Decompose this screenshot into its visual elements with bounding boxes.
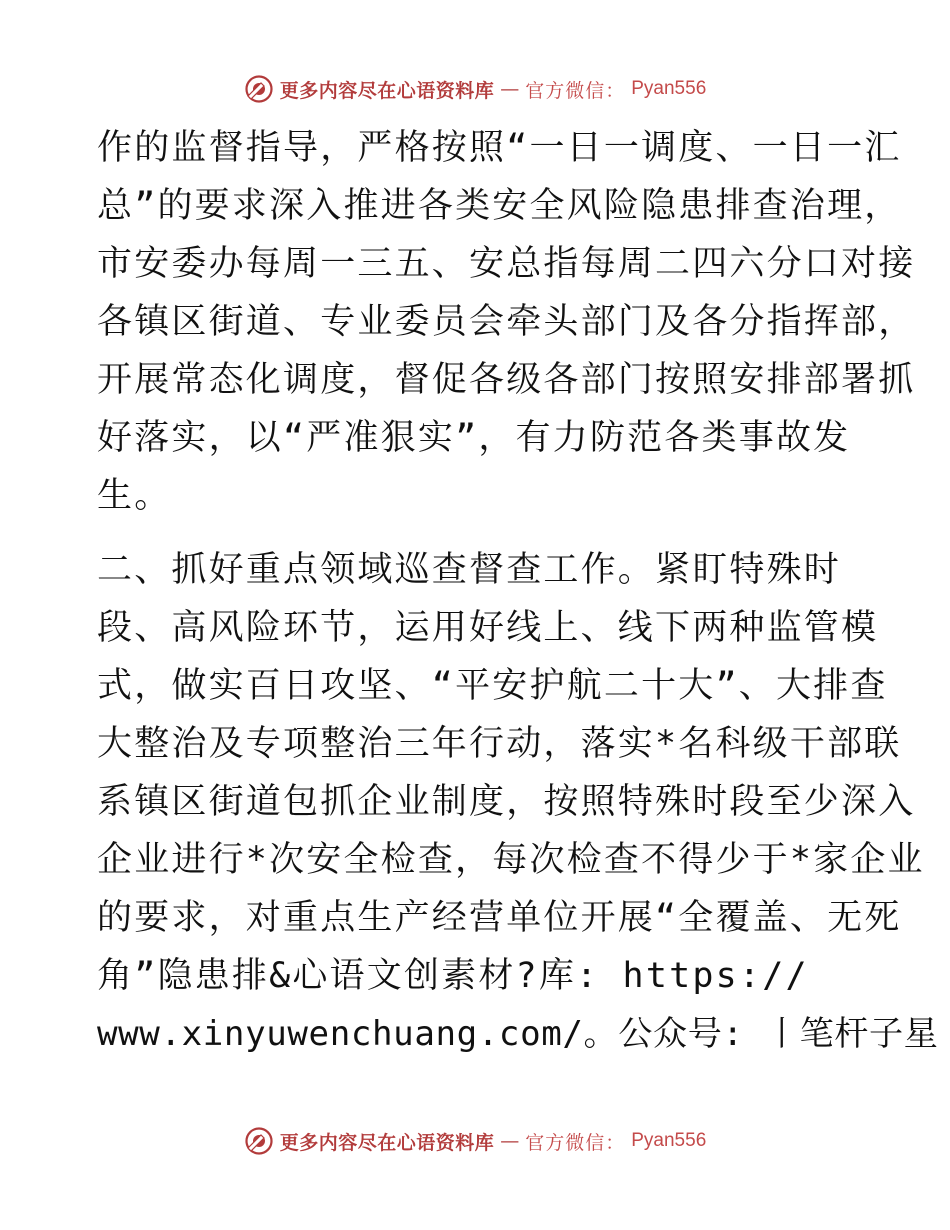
watermark-brand-text: 更多内容尽在心语资料库 — [279, 79, 495, 102]
body-line: 企业进行*次安全检查，每次检查不得少于*家企业 — [97, 840, 925, 880]
body-line: 作的监督指导，严格按照“一日一调度、一日一汇 — [97, 128, 902, 168]
body-line: 生。 — [97, 476, 172, 516]
body-line: 市安委办每周一三五、安总指每周二四六分口对接 — [97, 244, 916, 284]
section-heading-line: 二、抓好重点领域巡查督查工作。紧盯特殊时 — [97, 550, 842, 590]
watermark-dash: — — [500, 78, 520, 100]
body-line: 好落实，以“严准狠实”，有力防范各类事故发 — [97, 418, 851, 458]
body-line: 总”的要求深入推进各类安全风险隐患排查治理， — [97, 186, 902, 226]
brand-logo-icon — [244, 1126, 274, 1156]
body-line: 角”隐患排&心语文创素材?库: https:// — [97, 956, 809, 996]
watermark-brand-text: 更多内容尽在心语资料库 — [279, 1131, 495, 1154]
body-line: 段、高风险环节，运用好线上、线下两种监管模 — [97, 608, 879, 648]
body-line: 各镇区街道、专业委员会牵头部门及各分指挥部， — [97, 302, 916, 342]
watermark-official-label: 官方微信： — [525, 1131, 626, 1154]
footer-watermark — [0, 1124, 950, 1158]
body-line: 式，做实百日攻坚、“平安护航二十大”、大排查 — [97, 666, 888, 706]
body-line: 开展常态化调度，督促各级各部门按照安排部署抓 — [97, 360, 916, 400]
body-line: 大整治及专项整治三年行动，落实*名科级干部联 — [97, 724, 902, 764]
watermark-wechat-id: Pyan556 — [631, 1130, 707, 1151]
watermark-wechat-id: Pyan556 — [631, 78, 707, 99]
body-line-url: www.xinyuwenchuang.com/。公众号: 丨笔杆子星 — [97, 1014, 939, 1054]
body-line: 的要求，对重点生产经营单位开展“全覆盖、无死 — [97, 898, 902, 938]
watermark-dash: — — [500, 1130, 520, 1152]
watermark-official-label: 官方微信： — [525, 79, 626, 102]
body-line: 系镇区街道包抓企业制度，按照特殊时段至少深入 — [97, 782, 916, 822]
